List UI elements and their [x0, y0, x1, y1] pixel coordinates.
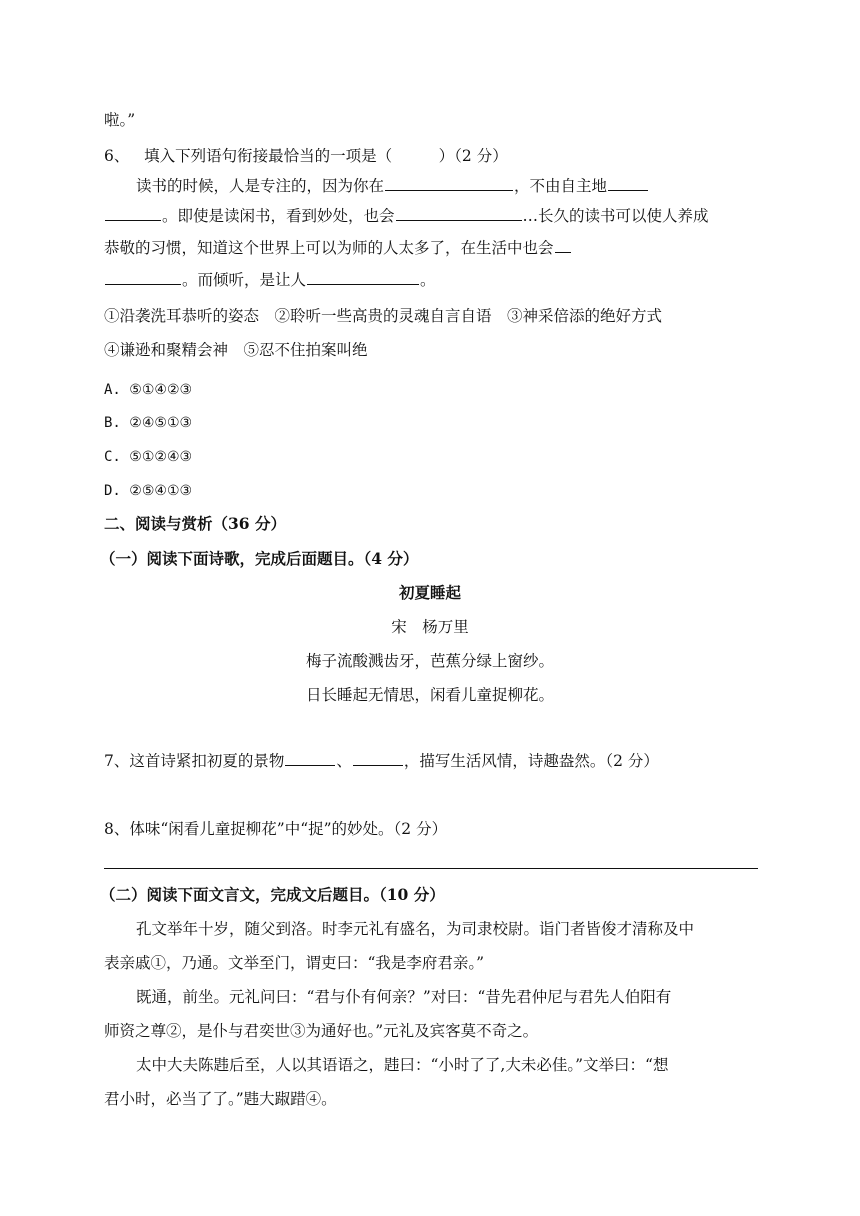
passage-text: 读书的时候，人是专注的，因为你在 — [136, 177, 385, 195]
answer-blank[interactable] — [555, 238, 571, 253]
passage-text: 。而倾听，是让人 — [182, 271, 307, 289]
poem-author: 宋 杨万里 — [391, 618, 469, 636]
passage-text: 。即使是读闲书，看到妙处，也会 — [162, 207, 395, 225]
passage-text: 恭敬的习惯，知道这个世界上可以为师的人太多了，在生活中也会 — [104, 239, 554, 257]
passage-line-4 — [104, 270, 436, 290]
classical-para-1-line-2: 表亲戚①，乃通。文举至门，谓吏曰：“我是李府君亲。” — [104, 954, 485, 972]
passage-text: ，不由自主地 — [514, 177, 608, 195]
poem-line-2: 日长睡起无情思，闲看儿童捉柳花。 — [305, 686, 554, 704]
question-text: 、 — [336, 752, 352, 770]
option-c[interactable]: C. ⑤①②④③ — [104, 449, 193, 465]
answer-blank[interactable] — [396, 206, 522, 221]
question-8: 8、体味“闲看儿童捉柳花”中“捉”的妙处。（2 分） — [104, 820, 448, 838]
question-number: 6、 — [104, 147, 130, 165]
answer-blank[interactable] — [105, 206, 161, 221]
passage-text: 。 — [420, 271, 436, 289]
poem-title: 初夏睡起 — [398, 583, 461, 602]
question-6-stem — [104, 146, 508, 166]
classical-para-1-line-1: 孔文举年十岁，随父到洛。时李元礼有盛名，为司隶校尉。诣门者皆俊才清称及中 — [136, 920, 695, 938]
classical-para-2-line-2: 师资之尊②，是仆与君奕世③为通好也。”元礼及宾客莫不奇之。 — [104, 1022, 539, 1040]
classical-para-2-line-1: 既通，前坐。元礼问曰：“君与仆有何亲？”对曰：“昔先君仲尼与君先人伯阳有 — [136, 988, 672, 1006]
question-7 — [104, 751, 659, 771]
question-text: ，描写生活风情，诗趣盎然。（2 分） — [403, 752, 659, 770]
passage-line-1 — [136, 176, 649, 196]
option-d[interactable]: D. ②⑤④①③ — [104, 483, 193, 499]
answer-blank[interactable] — [353, 751, 403, 766]
choices-line-2: ④谦逊和聚精会神 ⑤忍不住拍案叫绝 — [104, 341, 368, 359]
passage-line-3 — [104, 238, 572, 258]
passage-text: …长久的读书可以使人养成 — [522, 207, 709, 225]
continuation-text: 啦。” — [104, 111, 136, 129]
answer-blank[interactable] — [307, 270, 419, 285]
choices-line-1: ①沿袭洗耳恭听的姿态 ②聆听一些高贵的灵魂自言自语 ③神采倍添的绝好方式 — [104, 307, 663, 325]
answer-blank[interactable] — [385, 176, 513, 191]
question-text: 7、这首诗紧扣初夏的景物 — [104, 752, 285, 770]
part-1-title: （一）阅读下面诗歌，完成后面题目。（4 分） — [100, 549, 419, 568]
question-text: 填入下列语句衔接最恰当的一项是（ ）（2 分） — [144, 147, 508, 165]
answer-blank[interactable] — [608, 176, 648, 191]
section-2-title: 二、阅读与赏析（36 分） — [104, 514, 286, 533]
poem-line-1: 梅子流酸溅齿牙，芭蕉分绿上窗纱。 — [305, 652, 554, 670]
answer-blank[interactable] — [285, 751, 335, 766]
option-b[interactable]: B. ②④⑤①③ — [104, 415, 193, 431]
answer-line[interactable] — [104, 868, 758, 869]
classical-para-3-line-1: 太中大夫陈韪后至，人以其语语之，韪曰：“小时了了,大未必佳。”文举曰：“想 — [136, 1056, 669, 1074]
classical-para-3-line-2: 君小时，必当了了。”韪大踧踖④。 — [104, 1090, 337, 1108]
answer-blank[interactable] — [105, 270, 181, 285]
part-2-title: （二）阅读下面文言文，完成文后题目。（10 分） — [100, 885, 445, 904]
passage-line-2 — [104, 206, 709, 226]
option-a[interactable]: A. ⑤①④②③ — [104, 382, 193, 398]
